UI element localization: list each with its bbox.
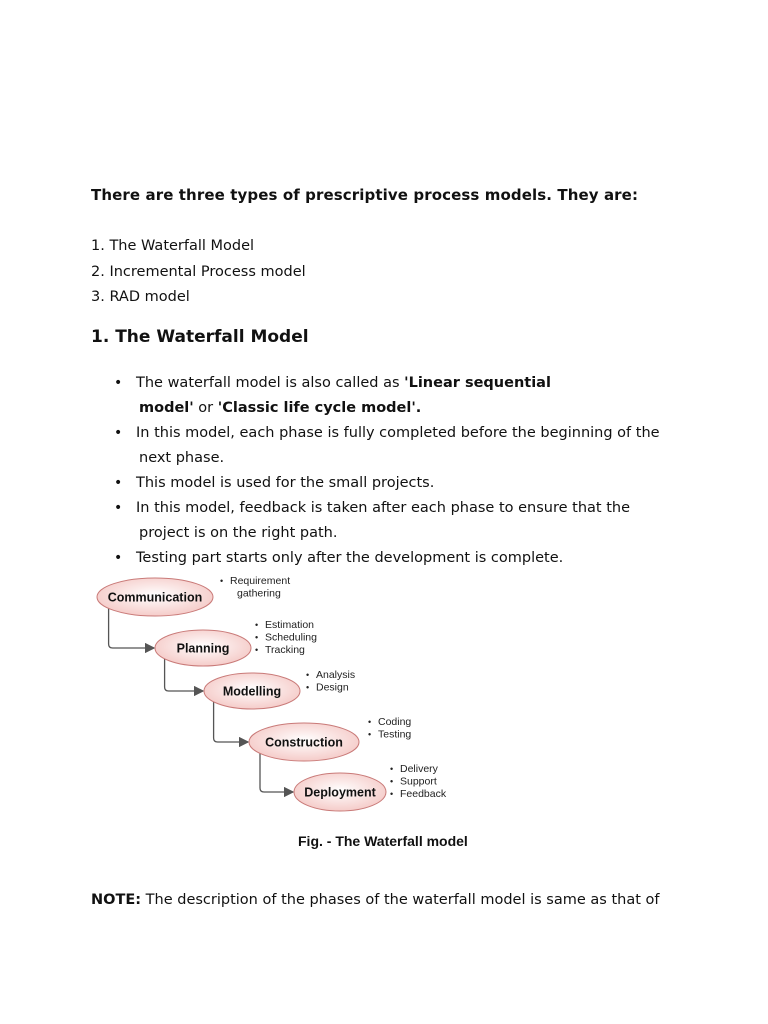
phase-label: Planning bbox=[176, 641, 230, 656]
intro-text: There are three types of prescriptive process models. They are: bbox=[91, 186, 639, 204]
phase-item-bullet: • bbox=[390, 789, 394, 799]
phase-item-bullet: • bbox=[368, 729, 372, 740]
phase-item: Testing bbox=[378, 728, 412, 741]
phase-item-bullet: • bbox=[255, 645, 259, 655]
phase-item-bullet: • bbox=[306, 682, 310, 693]
model-type-item: 1. The Waterfall Model bbox=[91, 238, 255, 254]
phase-item-bullet: • bbox=[306, 670, 310, 680]
phase-item-bullet: • bbox=[255, 632, 259, 643]
model-type-item: 2. Incremental Process model bbox=[91, 263, 306, 280]
waterfall-diagram bbox=[90, 572, 470, 857]
phase-item: Scheduling bbox=[265, 631, 317, 644]
phase-item: Coding bbox=[378, 716, 412, 728]
phase-item-bullet: • bbox=[255, 620, 259, 630]
bullet-bold-text: 'Classic life cycle model'. bbox=[217, 400, 422, 416]
model-types-list bbox=[91, 236, 306, 313]
phase-construction bbox=[249, 716, 411, 761]
bullet-dot-icon: • bbox=[114, 500, 123, 516]
phase-item: gathering bbox=[237, 587, 281, 600]
bullet-continuation: project is on the right path. bbox=[139, 525, 338, 541]
phase-item: Delivery bbox=[400, 763, 438, 775]
note-paragraph bbox=[91, 892, 659, 908]
phase-item: Design bbox=[316, 681, 349, 694]
bullet-text: In this model, feedback is taken after each phase to ensure that the bbox=[136, 500, 630, 516]
phase-item-bullet: • bbox=[390, 776, 394, 787]
bullet-continuation bbox=[136, 396, 674, 421]
phase-group bbox=[97, 575, 447, 811]
waterfall-bullet-list bbox=[114, 371, 674, 571]
note-label: NOTE: bbox=[91, 892, 142, 908]
bullet-item bbox=[114, 371, 674, 421]
bullet-item bbox=[114, 421, 674, 471]
phase-label: Construction bbox=[265, 735, 343, 750]
bullet-text: This model is used for the small projects. bbox=[136, 475, 435, 491]
bullet-bold-text: model' bbox=[139, 400, 194, 416]
phase-item: Requirement bbox=[230, 575, 291, 587]
phase-planning bbox=[155, 619, 317, 666]
phase-item: Feedback bbox=[400, 788, 447, 800]
phase-item-bullet: • bbox=[390, 764, 394, 774]
phase-item: Estimation bbox=[265, 619, 315, 631]
bullet-text: Testing part starts only after the development is complete. bbox=[136, 550, 564, 566]
bullet-item bbox=[114, 496, 674, 546]
bullet-dot-icon: • bbox=[114, 425, 123, 441]
bullet-text: In this model, each phase is fully completed before the beginning of the bbox=[136, 425, 660, 441]
phase-modelling bbox=[204, 669, 355, 709]
bullet-text: The waterfall model is also called as bbox=[136, 375, 405, 391]
phase-deployment bbox=[294, 763, 447, 811]
bullet-dot-icon: • bbox=[114, 475, 123, 491]
phase-item: Analysis bbox=[316, 669, 356, 681]
bullet-item bbox=[114, 471, 674, 496]
model-type-item: 3. RAD model bbox=[91, 289, 190, 305]
phase-label: Deployment bbox=[304, 785, 376, 800]
phase-item-bullet: • bbox=[368, 717, 372, 727]
figure-caption: Fig. - The Waterfall model bbox=[298, 833, 468, 849]
bullet-continuation: next phase. bbox=[139, 450, 225, 466]
phase-label: Modelling bbox=[222, 684, 282, 699]
phase-item: Support bbox=[400, 775, 437, 788]
bullet-item bbox=[114, 546, 674, 571]
phase-communication bbox=[97, 575, 290, 616]
phase-label: Communication bbox=[107, 590, 203, 605]
note-text: The description of the phases of the waterfall model is same as that of bbox=[141, 892, 660, 908]
section-heading: 1. The Waterfall Model bbox=[91, 327, 309, 347]
bullet-text: or bbox=[193, 400, 218, 416]
bullet-dot-icon: • bbox=[114, 375, 123, 391]
bullet-dot-icon: • bbox=[114, 550, 123, 566]
bullet-bold-text: 'Linear sequential bbox=[404, 375, 551, 391]
phase-item: Tracking bbox=[265, 644, 305, 656]
phase-item-bullet: • bbox=[220, 576, 224, 586]
